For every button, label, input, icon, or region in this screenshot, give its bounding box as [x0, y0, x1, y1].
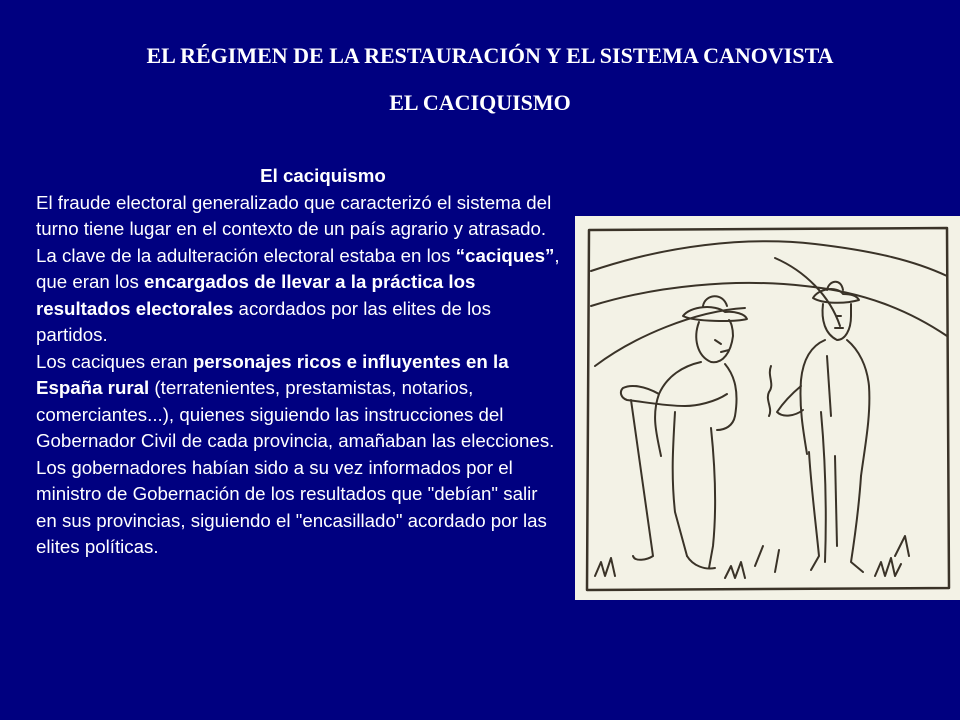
- p1-d: encargados de llevar a la práctica los resultados electorales: [36, 271, 476, 319]
- p2-b: personajes ricos e influyentes en la España rural: [36, 350, 509, 398]
- paragraph-3: Los gobernadores habían sido a su vez informados por el ministro de Gobernación de los resultados que "debían" salir en sus provincias, siguiendo el "encasillado" acordado por las elites políticas.: [36, 456, 547, 557]
- illustration: [575, 216, 960, 600]
- p1-e: acordados por las elites de los partidos.: [36, 297, 491, 345]
- p1-c: , que eran los: [36, 244, 560, 292]
- paragraph-2: [36, 349, 560, 455]
- p1-a: El fraude electoral generalizado que caracterizó el sistema del turno tiene lugar en el contexto de un país agrario y atrasado. La clave de la adulteración electoral estaba en los: [36, 191, 552, 266]
- paragraph-1: [36, 190, 560, 349]
- text-heading: El caciquismo: [260, 165, 386, 186]
- slide-title: EL RÉGIMEN DE LA RESTAURACIÓN Y EL SISTEMA CANOVISTA: [146, 43, 834, 68]
- slide-subtitle: EL CACIQUISMO: [389, 90, 571, 115]
- two-men-drawing-icon: [575, 216, 960, 600]
- text-block: [36, 163, 560, 561]
- p2-c: (terratenientes, prestamistas, notarios, comerciantes...), quienes siguiendo las instrucciones del Gobernador Civil de cada provincia, amañaban las elecciones.: [36, 377, 555, 451]
- p2-a: Los caciques eran: [36, 350, 193, 372]
- p1-b: “caciques”: [455, 244, 555, 266]
